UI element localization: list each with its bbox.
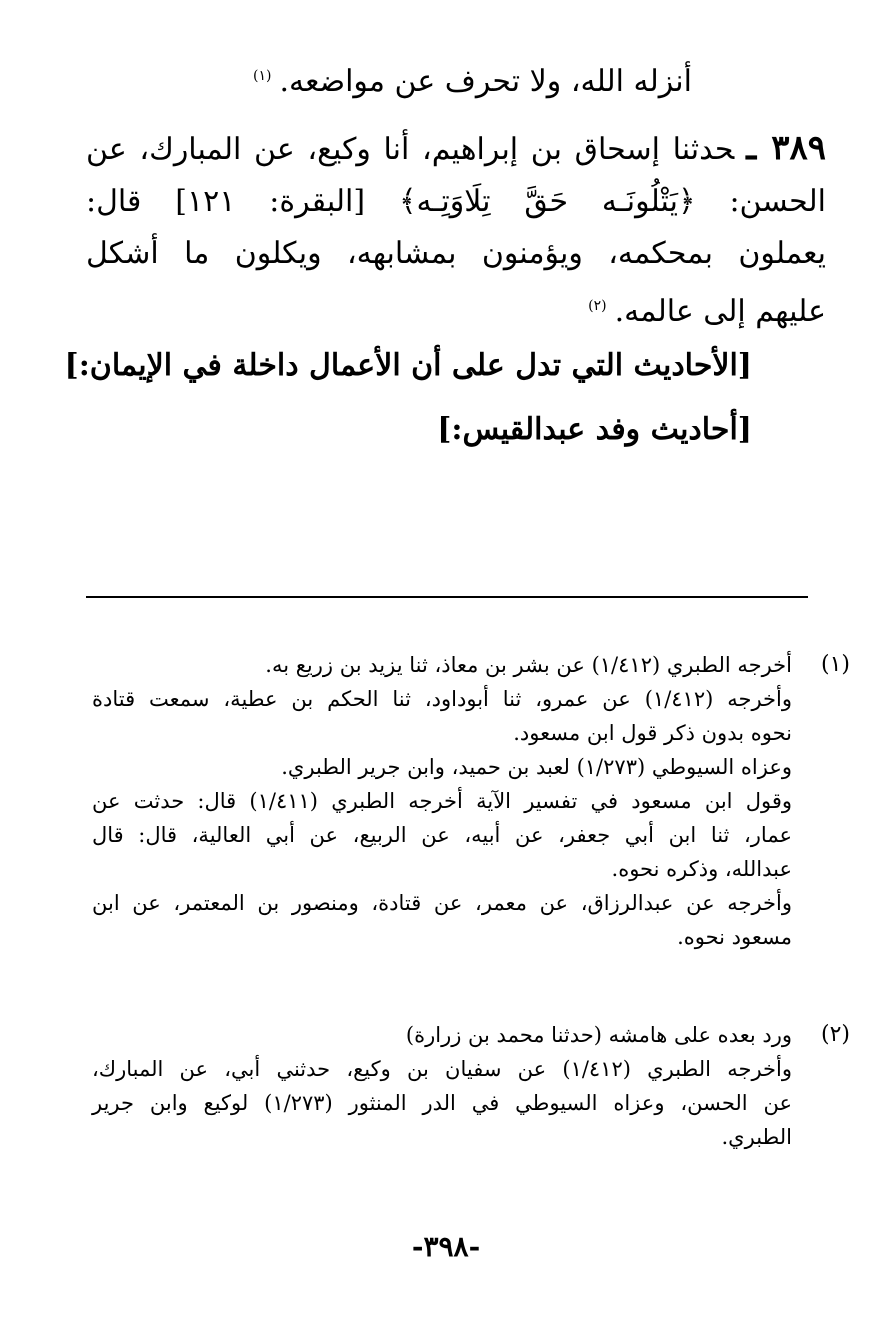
- footnote-separator: [86, 596, 808, 598]
- footnote-line: وعزاه السيوطي (١/٢٧٣) لعبد بن حميد، وابن جرير الطبري.: [281, 755, 792, 779]
- text-line: [253, 48, 692, 110]
- footnote-line: وأخرجه الطبري (١/٤١٢) عن سفيان بن وكيع، حدثني أبي، عن المبارك،: [92, 1057, 792, 1081]
- footnote-line: وقول ابن مسعود في تفسير الآية أخرجه الطبري (١/٤١١) قال: حدثت عن: [92, 789, 792, 813]
- footnote-ref: (١): [253, 68, 272, 84]
- footnote-number: (١): [820, 652, 850, 677]
- hadith-line-text: عليهم إلى عالمه.: [614, 294, 826, 329]
- footnote-1: [92, 648, 850, 954]
- footnote-2: [92, 1018, 850, 1154]
- footnote-line: نحوه بدون ذكر قول ابن مسعود.: [513, 721, 792, 745]
- footnote-line: وأخرجه عن عبدالرزاق، عن معمر، عن قتادة، ومنصور بن المعتمر، عن ابن: [92, 891, 793, 915]
- footnote-ref: (٢): [588, 298, 607, 314]
- hadith-number: ٣٨٩ ـ: [746, 128, 826, 168]
- footnote-number: (٢): [820, 1022, 850, 1047]
- page-number: -٣٩٨-: [411, 1230, 481, 1263]
- footnote-line: عبدالله، وذكره نحوه.: [611, 857, 792, 881]
- hadith-line-text: حدثنا إسحاق بن إبراهيم، أنا وكيع، عن المبارك، عن: [86, 132, 735, 167]
- hadith-line: [86, 122, 826, 176]
- hadith-389: [86, 122, 826, 338]
- hadith-line: الحسن: ﴿يَتْلُونَـه حَقَّ تِلَاوَتِـه﴾ [البقرة: ١٢١] قال:: [86, 184, 826, 219]
- section-heading: [الأحاديث التي تدل على أن الأعمال داخلة في الإيمان:]: [64, 348, 752, 383]
- footnote-line: عن الحسن، وعزاه السيوطي في الدر المنثور (١/٢٧٣) لوكيع وابن جرير: [92, 1091, 792, 1115]
- footnote-line: ورد بعده على هامشه (حدثنا محمد بن زرارة): [405, 1023, 792, 1047]
- footnote-line: وأخرجه (١/٤١٢) عن عمرو، ثنا أبوداود، ثنا الحكم بن عطية، سمعت قتادة: [92, 687, 792, 711]
- footnote-line: أخرجه الطبري (١/٤١٢) عن بشر بن معاذ، ثنا يزيد بن زريع به.: [265, 653, 792, 677]
- footnote-line: عمار، ثنا ابن أبي جعفر، عن أبيه، عن الربيع، عن أبي العالية، قال: قال: [92, 823, 792, 847]
- footnote-line: مسعود نحوه.: [677, 925, 792, 949]
- text-line-content: أنزله الله، ولا تحرف عن مواضعه.: [279, 64, 692, 99]
- footnote-line: الطبري.: [721, 1125, 792, 1149]
- hadith-line: يعملون بمحكمه، ويؤمنون بمشابهه، ويكلون ما أشكل: [86, 236, 826, 271]
- section-heading: [أحاديث وفد عبدالقيس:]: [437, 412, 752, 447]
- hadith-line-last: [86, 280, 826, 338]
